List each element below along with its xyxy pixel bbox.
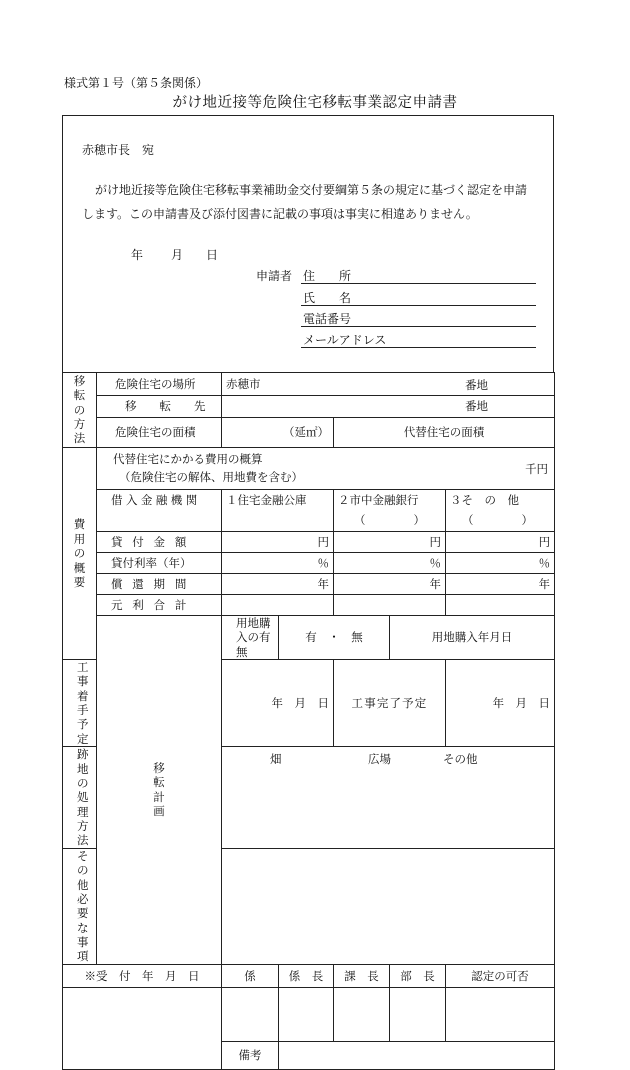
interest-rate-field-1[interactable]: ％	[222, 552, 334, 573]
application-detail-table	[62, 372, 555, 1070]
other-matters-label: その他必要な事項	[63, 848, 97, 964]
lender-label: 借入金融機関	[97, 489, 222, 531]
table-row	[63, 531, 555, 552]
total-repayment-label: 元利合計	[97, 594, 222, 615]
repayment-period-label: 償還期間	[97, 573, 222, 594]
loan-amount-label: 貸付金額	[97, 531, 222, 552]
loan-amount-field-3[interactable]: 円	[446, 531, 555, 552]
site-option-field[interactable]: 畑	[270, 752, 282, 767]
lender-option-1[interactable]: １住宅金融公庫	[222, 489, 334, 531]
danger-location-label: 危険住宅の場所	[97, 373, 222, 396]
total-repayment-field-3[interactable]	[446, 594, 555, 615]
construction-start-field[interactable]: 年 月 日	[222, 659, 334, 746]
repayment-period-field-2[interactable]: 年	[334, 573, 446, 594]
cost-estimate-field[interactable]	[97, 447, 555, 489]
dept-chief-label: 部 長	[390, 964, 446, 987]
table-row	[63, 447, 555, 489]
staff-stamp-field[interactable]	[222, 987, 279, 1041]
site-option-plaza[interactable]: 広場	[368, 752, 391, 767]
table-row	[63, 964, 555, 987]
danger-area-label: 危険住宅の面積	[97, 418, 222, 448]
applicant-address-field[interactable]	[301, 283, 536, 284]
site-option-other[interactable]: その他	[443, 752, 478, 767]
lender-option-3[interactable]: ３そ の 他 （ ）	[446, 489, 555, 531]
applicant-phone-label: 電話番号	[303, 312, 352, 326]
dept-chief-stamp-field[interactable]	[390, 987, 446, 1041]
interest-rate-label: 貸付利率（年）	[97, 552, 222, 573]
body-text-line1: がけ地近接等危険住宅移転事業補助金交付要綱第５条の規定に基づく認定を申請	[95, 183, 528, 197]
replacement-area-label: 代替住宅の面積	[334, 418, 555, 448]
loan-amount-field-1[interactable]: 円	[222, 531, 334, 552]
document-title: がけ地近接等危険住宅移転事業認定申請書	[172, 95, 458, 111]
cost-estimate-label1: 代替住宅にかかる費用の概算	[113, 452, 263, 467]
table-row	[63, 573, 555, 594]
destination-label: 移 転 先	[97, 396, 222, 418]
total-repayment-field-1[interactable]	[222, 594, 334, 615]
applicant-email-label: メールアドレス	[303, 333, 387, 347]
date-day-label: 日	[206, 248, 219, 262]
construction-finish-field[interactable]: 年 月 日	[446, 659, 555, 746]
site-disposal-choices[interactable]	[222, 747, 555, 849]
application-statement-box	[62, 115, 554, 373]
section-chief-stamp-field[interactable]	[334, 987, 390, 1041]
total-repayment-field-2[interactable]	[334, 594, 446, 615]
site-disposal-label: 跡地の処理方法	[63, 747, 97, 849]
land-purchase-choice[interactable]: 有 ・ 無	[279, 615, 390, 659]
thousand-yen-unit: 千円	[525, 461, 549, 476]
table-row	[63, 987, 555, 1041]
table-row	[63, 594, 555, 615]
approval-field[interactable]	[446, 987, 555, 1041]
move-method-header: 移 転 の 方 法	[63, 373, 97, 448]
table-row	[63, 396, 555, 418]
chief-label: 係 長	[279, 964, 334, 987]
receipt-date-field[interactable]	[63, 987, 222, 1069]
land-purchase-label: 用地購入の有無	[222, 615, 279, 659]
repayment-period-field-3[interactable]: 年	[446, 573, 555, 594]
section-chief-label: 課 長	[334, 964, 390, 987]
approval-label: 認定の可否	[446, 964, 555, 987]
remarks-field[interactable]	[279, 1041, 555, 1069]
repayment-period-field-1[interactable]: 年	[222, 573, 334, 594]
addressee: 赤穂市長 宛	[82, 143, 155, 157]
table-row	[63, 615, 555, 659]
loan-amount-field-2[interactable]: 円	[334, 531, 446, 552]
chief-stamp-field[interactable]	[279, 987, 334, 1041]
body-text-line2: します。この申請書及び添付図書に記載の事項は事実に相違ありません。	[82, 207, 478, 221]
applicant-name-field[interactable]	[301, 305, 536, 306]
table-row	[63, 418, 555, 448]
applicant-phone-field[interactable]	[301, 326, 536, 327]
destination-field[interactable]: 番地	[222, 396, 555, 418]
remarks-label: 備考	[222, 1041, 279, 1069]
form-number: 様式第１号（第５条関係）	[64, 76, 209, 90]
banchi-label: 番地	[465, 378, 489, 392]
table-row	[63, 373, 555, 396]
table-row	[63, 489, 555, 531]
applicant-address-label: 住 所	[303, 269, 352, 283]
applicant-label: 申請者	[256, 269, 293, 283]
construction-finish-label: 工事完了予定	[334, 659, 446, 746]
cost-estimate-label2: （危険住宅の解体、用地費を含む）	[119, 469, 303, 484]
land-purchase-date-label: 用地購入年月日	[390, 615, 555, 659]
interest-rate-field-3[interactable]: ％	[446, 552, 555, 573]
receipt-date-label: ※受 付 年 月 日	[63, 964, 222, 987]
applicant-email-field[interactable]	[301, 347, 536, 348]
construction-start-label: 工事着手予定	[63, 659, 97, 746]
lender-option-2[interactable]: ２市中金融銀行 （ ）	[334, 489, 446, 531]
date-month-label: 月	[171, 248, 184, 262]
applicant-name-label: 氏 名	[303, 291, 352, 305]
staff-label: 係	[222, 964, 279, 987]
danger-location-field[interactable]: 赤穂市 番地	[222, 373, 555, 396]
date-year-label: 年	[131, 248, 144, 262]
move-plan-header: 移 転 計 画	[97, 615, 222, 964]
interest-rate-field-2[interactable]: ％	[334, 552, 446, 573]
table-row	[63, 552, 555, 573]
danger-area-field[interactable]: （延㎡）	[222, 418, 334, 448]
other-matters-field[interactable]	[222, 848, 555, 964]
cost-summary-header: 費 用 の 概 要	[63, 447, 97, 659]
